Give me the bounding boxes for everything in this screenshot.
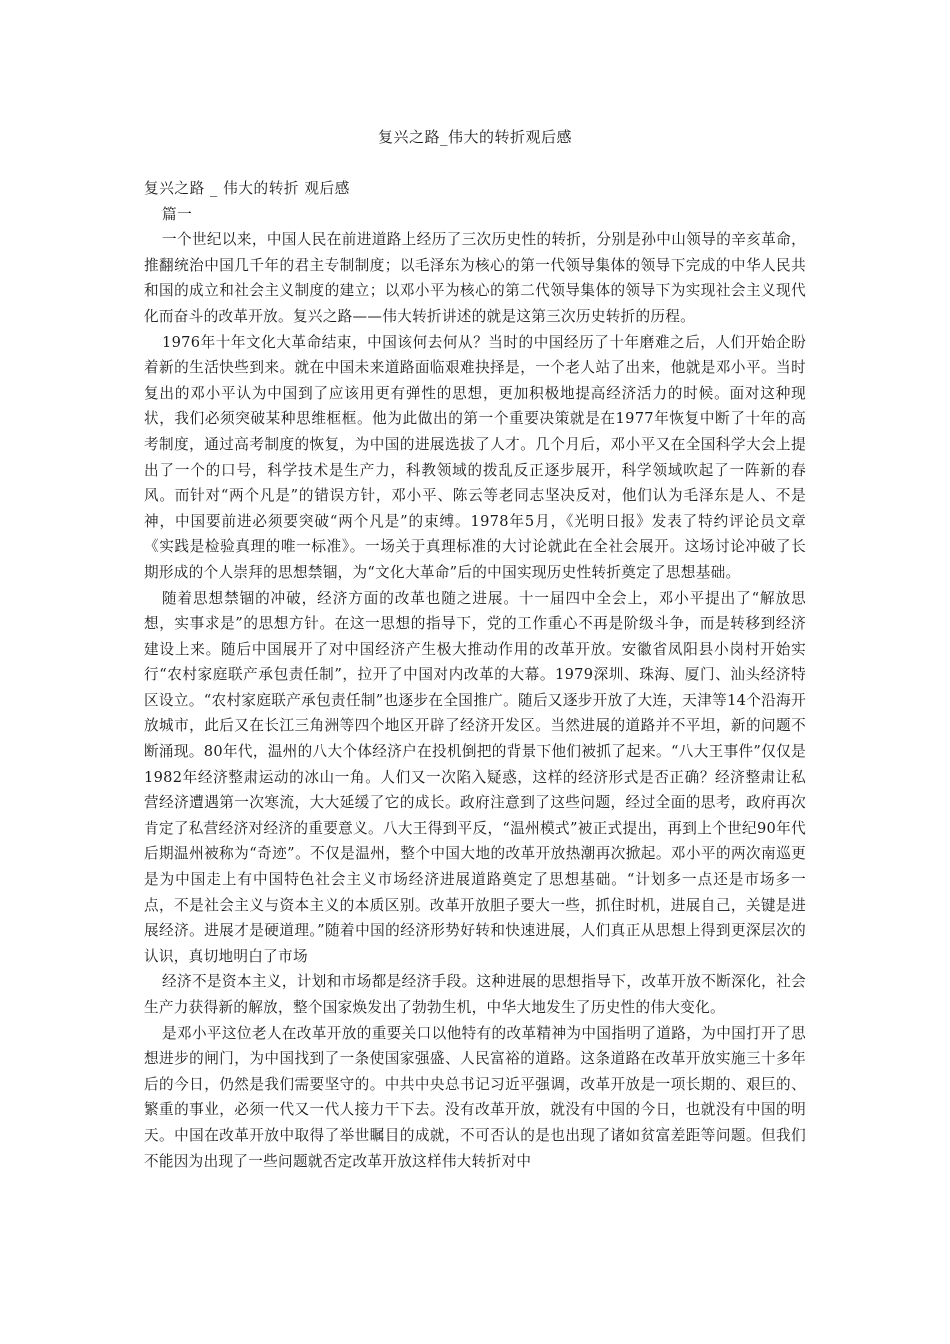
paragraph-4: 经济不是资本主义，计划和市场都是经济手段。这种进展的思想指导下，改革开放不断深化，社会生产力获得新的解放，整个国家焕发出了勃勃生机，中华大地发生了历史性的伟大变化。: [144, 973, 806, 1016]
article-heading: 复兴之路 _ 伟大的转折 观后感: [144, 180, 350, 197]
document-title: 复兴之路_伟大的转折观后感: [377, 128, 572, 146]
paragraph-1: 一个世纪以来，中国人民在前进道路上经历了三次历史性的转折，分别是孙中山领导的辛亥革命，推翻统治中国几千年的君主专制制度；以毛泽东为核心的第一代领导集体的领导下完成的中华人民共和国的成立和社会主义制度的建立；以邓小平为核心的第二代领导集体的领导下为实现社会主义现代化而奋斗的改革开放。复兴之路——伟大转折讲述的就是这第三次历史转折的历程。: [144, 231, 806, 325]
section-label: 篇一: [162, 205, 193, 223]
paragraph-5: 是邓小平这位老人在改革开放的重要关口以他特有的改革精神为中国指明了道路，为中国打开了思想进步的闸门，为中国找到了一条使国家强盛、人民富裕的道路。这条道路在改革开放实施三十多年后的今日，仍然是我们需要坚守的。中共中央总书记习近平强调，改革开放是一项长期的、艰巨的、繁重的事业，必须一代又一代人接力干下去。没有改革开放，就没有中国的今日，也就没有中国的明天。中国在改革开放中取得了举世瞩目的成就，不可否认的是也出现了诸如贫富差距等问题。但我们不能因为出现了一些问题就否定改革开放这样伟大转折对中: [144, 1024, 806, 1170]
document-body: [144, 176, 806, 1174]
paragraph-2: 1976年十年文化大革命结束，中国该何去何从？当时的中国经历了十年磨难之后，人们开始企盼着新的生活快些到来。就在中国未来道路面临艰难抉择是，一个老人站了出来，他就是邓小平。当时复出的邓小平认为中国到了应该用更有弹性的思想，更加积极地提高经济活力的时候。面对这种现状，我们必须突破某种思维框框。他为此做出的第一个重要决策就是在1977年恢复中断了十年的高考制度，通过高考制度的恢复，为中国的进展选拔了人才。几个月后，邓小平又在全国科学大会上提出了一个的口号，科学技术是生产力，科教领域的拨乱反正逐步展开，科学领域吹起了一阵新的春风。而针对“两个凡是”的错误方针，邓小平、陈云等老同志坚决反对，他们认为毛泽东是人、不是神，中国要前进必须要突破“两个凡是”的束缚。1978年5月，《光明日报》发表了特约评论员文章《实践是检验真理的唯一标准》。一场关于真理标准的大讨论就此在全社会展开。这场讨论冲破了长期形成的个人崇拜的思想禁锢，为“文化大革命”后的中国实现历史性转折奠定了思想基础。: [144, 333, 806, 581]
paragraph-3: 随着思想禁锢的冲破，经济方面的改革也随之进展。十一届四中全会上，邓小平提出了“解放思想，实事求是”的思想方针。在这一思想的指导下，党的工作重心不再是阶级斗争，而是转移到经济建设上来。随后中国展开了对中国经济产生极大推动作用的改革开放。安徽省凤阳县小岗村开始实行“农村家庭联产承包责任制”，拉开了中国对内改革的大幕。1979深圳、珠海、厦门、汕头经济特区设立。“农村家庭联产承包责任制”也逐步在全国推广。随后又逐步开放了大连，天津等14个沿海开放城市，此后又在长江三角洲等四个地区开辟了经济开发区。当然进展的道路并不平坦，新的问题不断涌现。80年代，温州的八大个体经济户在投机倒把的背景下他们被抓了起来。“八大王事件”仅仅是1982年经济整肃运动的冰山一角。人们又一次陷入疑惑，这样的经济形式是否正确？经济整肃让私营经济遭遇第一次寒流，大大延缓了它的成长。政府注意到了这些问题，经过全面的思考，政府再次肯定了私营经济对经济的重要意义。八大王得到平反，“温州模式”被正式提出，再到上个世纪90年代后期温州被称为“奇迹”。不仅是温州，整个中国大地的改革开放热潮再次掀起。邓小平的两次南巡更是为中国走上有中国特色社会主义市场经济进展道路奠定了思想基础。“计划多一点还是市场多一点，不是社会主义与资本主义的本质区别。改革开放胆子要大一些，抓住时机，进展自己，关键是进展经济。进展才是硬道理。”随着中国的经济形势好转和快速进展，人们真正从思想上得到更深层次的认识，真切地明白了市场: [144, 589, 806, 965]
